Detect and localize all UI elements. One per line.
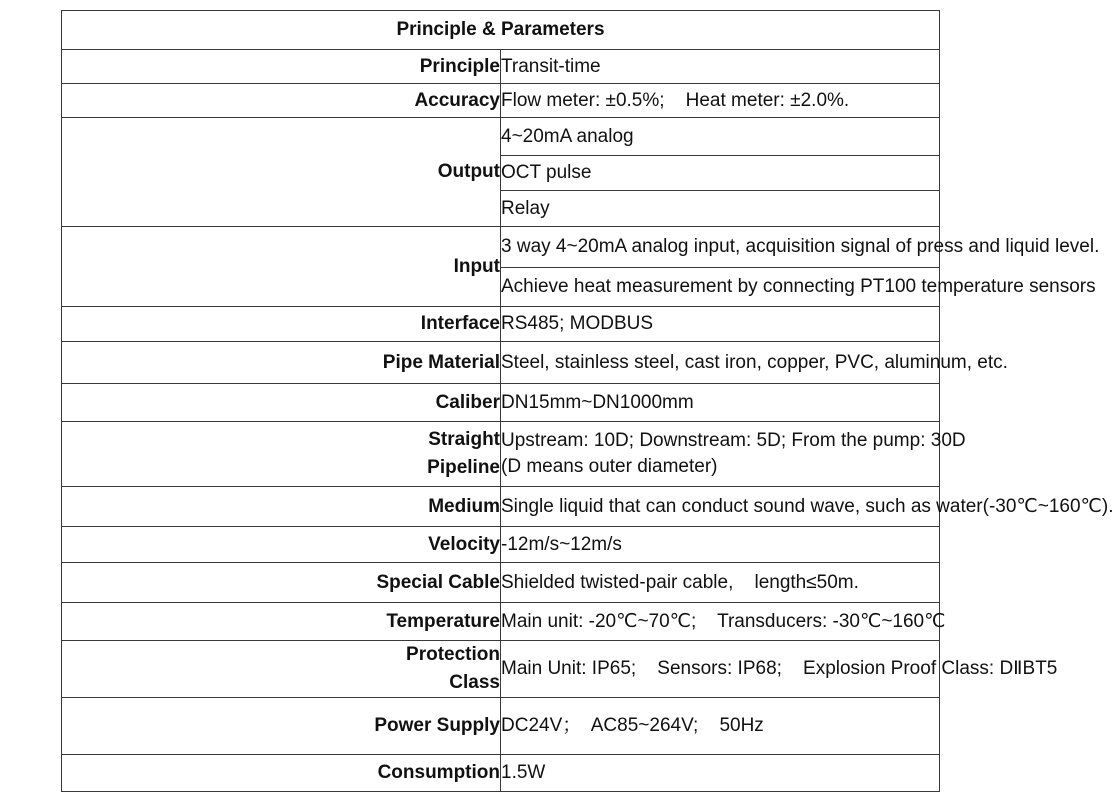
row-value-medium: Single liquid that can conduct sound wave, such as water(-30℃~160℃).	[501, 487, 940, 527]
row-label-straight: Straight	[428, 429, 500, 450]
row-value-consumption: 1.5W	[501, 755, 940, 792]
table-title-row	[62, 11, 940, 50]
table-row-straight-pipeline	[62, 422, 940, 487]
row-label-output: Output	[62, 118, 501, 227]
row-value-velocity: -12m/s~12m/s	[501, 527, 940, 563]
row-label-straight-pipeline	[62, 422, 501, 487]
row-label-medium: Medium	[62, 487, 501, 527]
row-value-pipe-material: Steel, stainless steel, cast iron, copper, PVC, aluminum, etc.	[501, 342, 940, 384]
row-label-velocity: Velocity	[62, 527, 501, 563]
row-value-straight-pipeline	[501, 422, 966, 487]
row-value-accuracy: Flow meter: ±0.5%; Heat meter: ±2.0%.	[501, 84, 940, 118]
table-row-interface	[62, 307, 940, 342]
row-label-class: Class	[449, 672, 500, 693]
row-label-principle: Principle	[62, 50, 501, 84]
row-value-caliber: DN15mm~DN1000mm	[501, 384, 940, 422]
table-row-output	[62, 118, 940, 156]
row-label-temperature: Temperature	[62, 603, 501, 641]
row-value-straight-line2: (D means outer diameter)	[501, 456, 718, 477]
table-row-velocity	[62, 527, 940, 563]
row-label-pipeline: Pipeline	[427, 457, 500, 478]
row-value-input-heat: Achieve heat measurement by connecting PT100 temperature sensors	[501, 268, 940, 307]
row-label-accuracy: Accuracy	[62, 84, 501, 118]
row-value-interface: RS485; MODBUS	[501, 307, 940, 342]
row-value-output-oct: OCT pulse	[501, 156, 940, 191]
row-label-special-cable: Special Cable	[62, 563, 501, 603]
row-value-principle: Transit-time	[501, 50, 940, 84]
table-row-principle	[62, 50, 940, 84]
table-title: Principle & Parameters	[62, 11, 940, 50]
parameters-table	[61, 10, 1114, 792]
row-value-straight-line1: Upstream: 10D; Downstream: 5D; From the pump: 30D	[501, 430, 966, 451]
row-label-caliber: Caliber	[62, 384, 501, 422]
table-row-power-supply	[62, 698, 940, 755]
row-label-power-supply: Power Supply	[62, 698, 501, 755]
row-value-special-cable: Shielded twisted-pair cable, length≤50m.	[501, 563, 940, 603]
row-label-consumption: Consumption	[62, 755, 501, 792]
row-value-output-analog: 4~20mA analog	[501, 118, 940, 156]
row-label-protection-class	[62, 641, 501, 698]
row-value-power-supply: DC24V； AC85~264V; 50Hz	[501, 698, 940, 755]
row-label-protection: Protection	[406, 644, 500, 665]
row-value-input-analog: 3 way 4~20mA analog input, acquisition signal of press and liquid level.	[501, 227, 940, 268]
table-row-protection-class	[62, 641, 940, 698]
table-row-medium	[62, 487, 940, 527]
table-row-temperature	[62, 603, 940, 641]
row-value-temperature: Main unit: -20℃~70℃; Transducers: -30℃~160℃	[501, 603, 940, 641]
row-value-protection-class: Main Unit: IP65; Sensors: IP68; Explosion Proof Class: DⅡBT5	[501, 641, 940, 698]
table-row-caliber	[62, 384, 940, 422]
table-row-accuracy	[62, 84, 940, 118]
row-label-pipe-material: Pipe Material	[62, 342, 501, 384]
table-row-input	[62, 227, 940, 268]
row-label-interface: Interface	[62, 307, 501, 342]
row-value-output-relay: Relay	[501, 191, 940, 227]
table-row-pipe-material	[62, 342, 940, 384]
table-row-special-cable	[62, 563, 940, 603]
table-row-consumption	[62, 755, 940, 792]
row-label-input: Input	[62, 227, 501, 307]
